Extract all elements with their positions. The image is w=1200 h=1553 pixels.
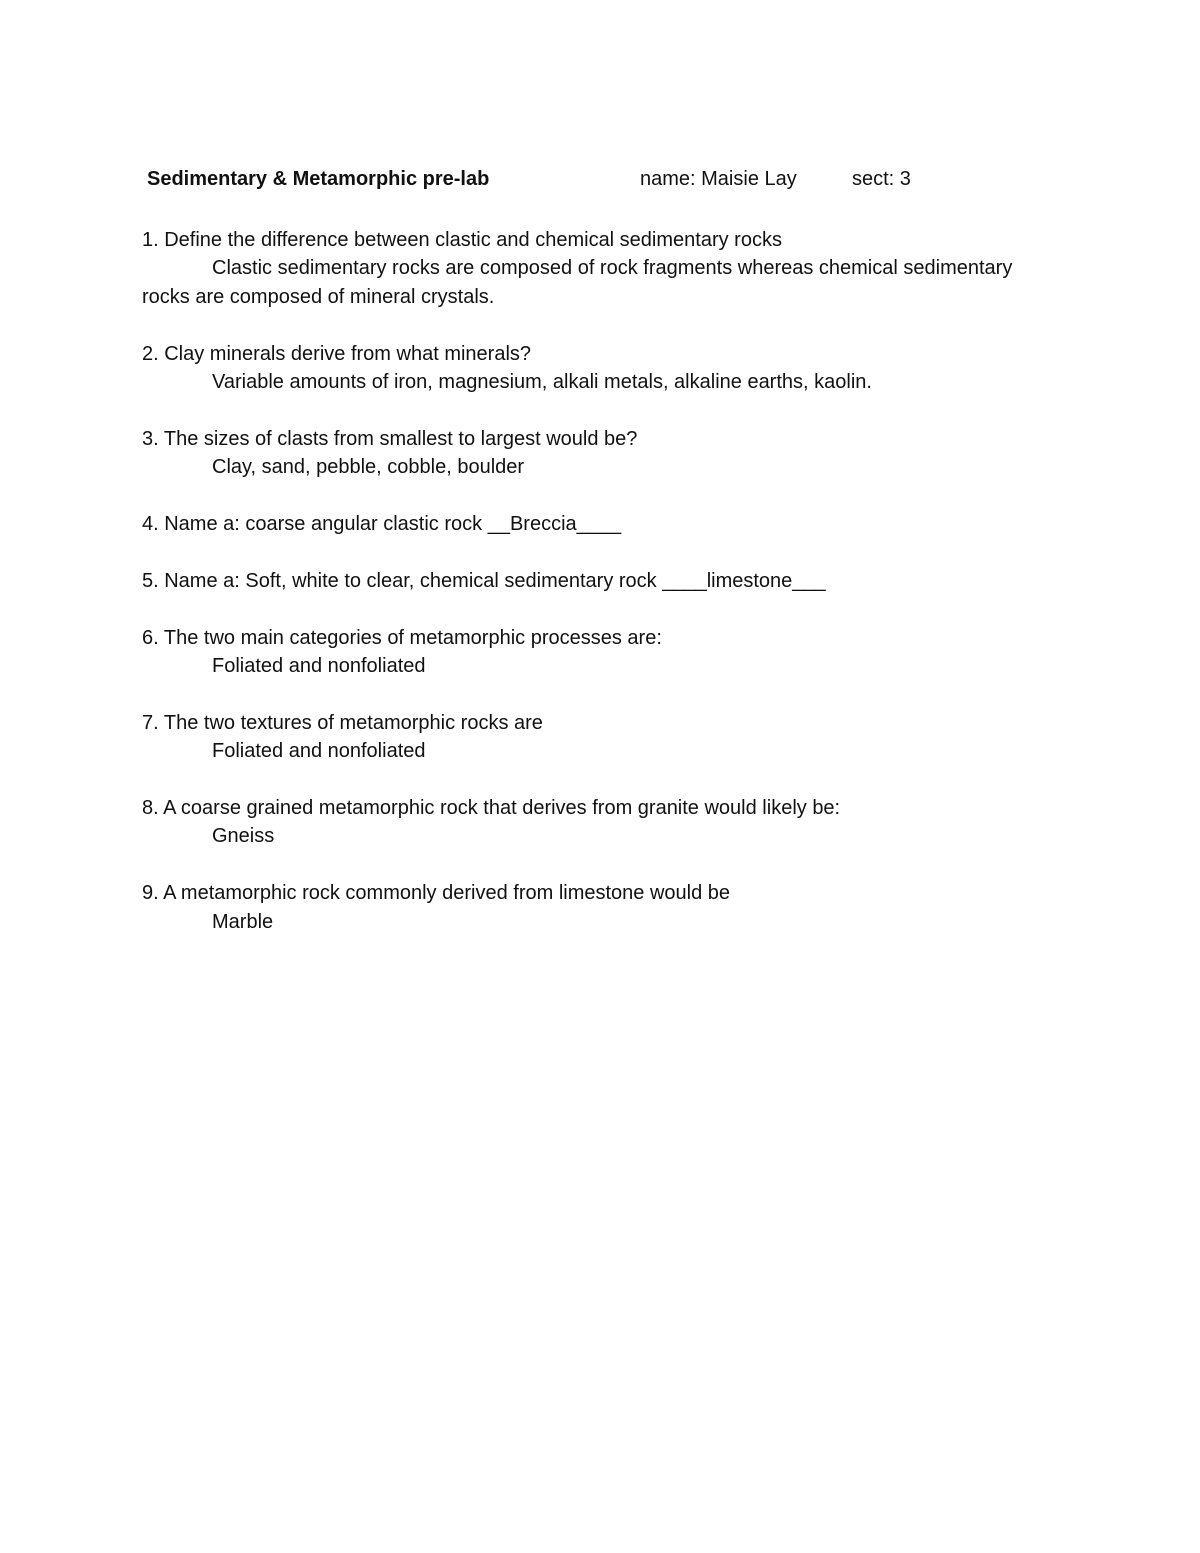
question-text: 4. Name a: coarse angular clastic rock __Breccia____ <box>142 513 622 536</box>
section-number: sect: 3 <box>852 168 911 190</box>
answer-text: Clastic sedimentary rocks are composed of rock fragments whereas chemical sedimentary rocks are composed of mineral crystals. <box>142 257 1013 308</box>
question-text: 7. The two textures of metamorphic rocks are <box>142 711 543 734</box>
question-item-9 <box>142 879 1022 936</box>
question-item-6 <box>142 624 1022 681</box>
answer-text: Clay, sand, pebble, cobble, boulder <box>212 456 525 479</box>
question-text: 9. A metamorphic rock commonly derived from limestone would be <box>142 882 731 905</box>
answer-text: Gneiss <box>212 825 275 848</box>
question-list <box>142 226 1022 964</box>
question-item-7 <box>142 709 1022 766</box>
question-text: 2. Clay minerals derive from what minerals? <box>142 342 532 365</box>
answer-text: Foliated and nonfoliated <box>212 740 426 763</box>
answer-text: Marble <box>212 910 274 933</box>
answer-text: Foliated and nonfoliated <box>212 655 426 678</box>
question-text: 8. A coarse grained metamorphic rock that derives from granite would likely be: <box>142 797 841 820</box>
question-item-5 <box>142 567 1022 595</box>
answer-text: Variable amounts of iron, magnesium, alkali metals, alkaline earths, kaolin. <box>212 371 872 394</box>
question-item-8 <box>142 794 1022 851</box>
question-text: 1. Define the difference between clastic and chemical sedimentary rocks <box>142 229 782 251</box>
document-header <box>147 168 1007 198</box>
question-item-3 <box>142 425 1022 482</box>
document-title: Sedimentary & Metamorphic pre-lab <box>147 168 490 190</box>
question-item-4 <box>142 510 1022 538</box>
question-text: 5. Name a: Soft, white to clear, chemical sedimentary rock ____limestone___ <box>142 569 826 592</box>
student-name: name: Maisie Lay <box>640 168 797 190</box>
question-item-2 <box>142 340 1022 397</box>
question-item-1 <box>142 226 1022 311</box>
question-text: 6. The two main categories of metamorphic processes are: <box>142 626 662 649</box>
question-text: 3. The sizes of clasts from smallest to largest would be? <box>142 427 638 450</box>
